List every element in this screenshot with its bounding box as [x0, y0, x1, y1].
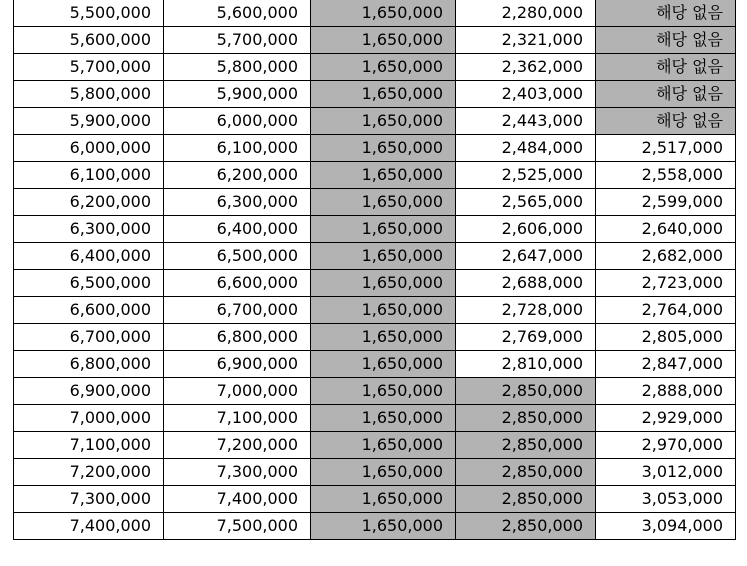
amount-b-cell: 2,321,000 — [456, 27, 596, 54]
table-row — [14, 486, 736, 513]
range-to-cell: 6,900,000 — [164, 351, 311, 378]
amount-b-cell: 2,647,000 — [456, 243, 596, 270]
amount-c-cell: 2,764,000 — [596, 297, 736, 324]
range-from-cell: 7,400,000 — [14, 513, 164, 540]
amount-b-cell: 2,362,000 — [456, 54, 596, 81]
amount-b-cell: 2,769,000 — [456, 324, 596, 351]
amount-a-cell: 1,650,000 — [311, 108, 456, 135]
amount-b-cell: 2,850,000 — [456, 513, 596, 540]
amount-c-cell: 해당 없음 — [596, 81, 736, 108]
amount-c-cell: 2,888,000 — [596, 378, 736, 405]
range-from-cell: 6,600,000 — [14, 297, 164, 324]
amount-b-cell: 2,850,000 — [456, 432, 596, 459]
amount-c-cell: 해당 없음 — [596, 108, 736, 135]
amount-a-cell: 1,650,000 — [311, 513, 456, 540]
amount-b-cell: 2,728,000 — [456, 297, 596, 324]
range-to-cell: 6,500,000 — [164, 243, 311, 270]
range-to-cell: 7,200,000 — [164, 432, 311, 459]
range-from-cell: 6,000,000 — [14, 135, 164, 162]
range-from-cell: 6,200,000 — [14, 189, 164, 216]
range-from-cell: 7,000,000 — [14, 405, 164, 432]
amount-c-cell: 3,094,000 — [596, 513, 736, 540]
range-from-cell: 6,900,000 — [14, 378, 164, 405]
amount-a-cell: 1,650,000 — [311, 162, 456, 189]
range-to-cell: 6,300,000 — [164, 189, 311, 216]
amount-b-cell: 2,810,000 — [456, 351, 596, 378]
table-row — [14, 405, 736, 432]
amount-b-cell: 2,525,000 — [456, 162, 596, 189]
amount-a-cell: 1,650,000 — [311, 81, 456, 108]
range-to-cell: 6,800,000 — [164, 324, 311, 351]
table-row — [14, 432, 736, 459]
amount-b-cell: 2,850,000 — [456, 405, 596, 432]
amount-a-cell: 1,650,000 — [311, 270, 456, 297]
range-to-cell: 6,000,000 — [164, 108, 311, 135]
amount-c-cell: 3,012,000 — [596, 459, 736, 486]
table-row — [14, 54, 736, 81]
table-row — [14, 135, 736, 162]
range-to-cell: 5,700,000 — [164, 27, 311, 54]
amount-a-cell: 1,650,000 — [311, 324, 456, 351]
range-to-cell: 5,600,000 — [164, 0, 311, 27]
range-to-cell: 7,400,000 — [164, 486, 311, 513]
amount-c-cell: 해당 없음 — [596, 27, 736, 54]
range-from-cell: 5,500,000 — [14, 0, 164, 27]
amount-b-cell: 2,688,000 — [456, 270, 596, 297]
range-to-cell: 6,400,000 — [164, 216, 311, 243]
amount-c-cell: 2,682,000 — [596, 243, 736, 270]
range-from-cell: 5,800,000 — [14, 81, 164, 108]
amount-b-cell: 2,443,000 — [456, 108, 596, 135]
amount-a-cell: 1,650,000 — [311, 27, 456, 54]
table-row — [14, 162, 736, 189]
amount-a-cell: 1,650,000 — [311, 189, 456, 216]
amount-b-cell: 2,403,000 — [456, 81, 596, 108]
range-from-cell: 6,100,000 — [14, 162, 164, 189]
amount-a-cell: 1,650,000 — [311, 243, 456, 270]
table-row — [14, 243, 736, 270]
range-to-cell: 7,300,000 — [164, 459, 311, 486]
table-row — [14, 459, 736, 486]
table-row — [14, 513, 736, 540]
amount-a-cell: 1,650,000 — [311, 459, 456, 486]
range-to-cell: 7,100,000 — [164, 405, 311, 432]
amount-c-cell: 2,558,000 — [596, 162, 736, 189]
amount-c-cell: 2,805,000 — [596, 324, 736, 351]
amount-c-cell: 2,970,000 — [596, 432, 736, 459]
amount-c-cell: 해당 없음 — [596, 0, 736, 27]
amount-a-cell: 1,650,000 — [311, 0, 456, 27]
amount-a-cell: 1,650,000 — [311, 54, 456, 81]
amount-b-cell: 2,850,000 — [456, 486, 596, 513]
table-body — [14, 0, 736, 540]
range-to-cell: 5,800,000 — [164, 54, 311, 81]
range-from-cell: 7,300,000 — [14, 486, 164, 513]
range-to-cell: 6,200,000 — [164, 162, 311, 189]
amount-c-cell: 2,517,000 — [596, 135, 736, 162]
range-to-cell: 7,000,000 — [164, 378, 311, 405]
amount-b-cell: 2,850,000 — [456, 459, 596, 486]
amount-c-cell: 2,847,000 — [596, 351, 736, 378]
amount-a-cell: 1,650,000 — [311, 405, 456, 432]
table-row — [14, 27, 736, 54]
amount-a-cell: 1,650,000 — [311, 216, 456, 243]
amount-a-cell: 1,650,000 — [311, 486, 456, 513]
amount-c-cell: 2,723,000 — [596, 270, 736, 297]
table-row — [14, 189, 736, 216]
amount-c-cell: 2,929,000 — [596, 405, 736, 432]
table-row — [14, 378, 736, 405]
range-from-cell: 6,800,000 — [14, 351, 164, 378]
amount-c-cell: 해당 없음 — [596, 54, 736, 81]
amount-c-cell: 2,640,000 — [596, 216, 736, 243]
table-row — [14, 216, 736, 243]
range-from-cell: 7,100,000 — [14, 432, 164, 459]
amount-a-cell: 1,650,000 — [311, 378, 456, 405]
table-row — [14, 297, 736, 324]
range-to-cell: 6,600,000 — [164, 270, 311, 297]
table-row — [14, 324, 736, 351]
amount-b-cell: 2,280,000 — [456, 0, 596, 27]
range-from-cell: 5,900,000 — [14, 108, 164, 135]
range-from-cell: 6,300,000 — [14, 216, 164, 243]
range-from-cell: 5,600,000 — [14, 27, 164, 54]
table-row — [14, 108, 736, 135]
table-row — [14, 81, 736, 108]
range-to-cell: 5,900,000 — [164, 81, 311, 108]
range-to-cell: 7,500,000 — [164, 513, 311, 540]
table-row — [14, 270, 736, 297]
amount-b-cell: 2,606,000 — [456, 216, 596, 243]
amount-a-cell: 1,650,000 — [311, 297, 456, 324]
amount-c-cell: 2,599,000 — [596, 189, 736, 216]
amount-a-cell: 1,650,000 — [311, 351, 456, 378]
range-to-cell: 6,100,000 — [164, 135, 311, 162]
amount-c-cell: 3,053,000 — [596, 486, 736, 513]
amount-b-cell: 2,850,000 — [456, 378, 596, 405]
range-from-cell: 6,500,000 — [14, 270, 164, 297]
range-to-cell: 6,700,000 — [164, 297, 311, 324]
table-row — [14, 351, 736, 378]
amount-b-cell: 2,484,000 — [456, 135, 596, 162]
amount-a-cell: 1,650,000 — [311, 432, 456, 459]
range-from-cell: 6,700,000 — [14, 324, 164, 351]
range-from-cell: 7,200,000 — [14, 459, 164, 486]
amount-a-cell: 1,650,000 — [311, 135, 456, 162]
data-table — [13, 0, 736, 540]
range-from-cell: 5,700,000 — [14, 54, 164, 81]
amount-b-cell: 2,565,000 — [456, 189, 596, 216]
table-row — [14, 0, 736, 27]
range-from-cell: 6,400,000 — [14, 243, 164, 270]
